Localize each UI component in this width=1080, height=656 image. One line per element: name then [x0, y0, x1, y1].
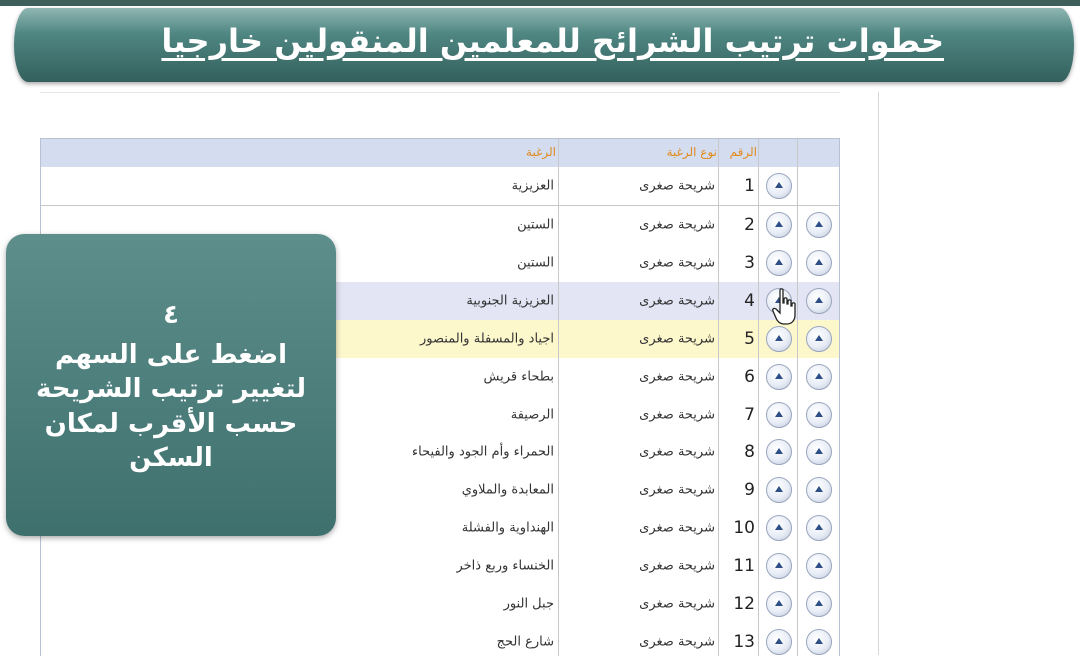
column-header-down	[797, 139, 840, 167]
cell-move-up	[758, 396, 798, 434]
wish-text: المعابدة والملاوي	[461, 482, 554, 498]
column-header-number	[718, 139, 759, 167]
type-text: شريحة صغرى	[639, 407, 715, 423]
move-down-button[interactable]	[806, 629, 832, 655]
move-up-button[interactable]	[766, 326, 792, 352]
cell-number	[718, 282, 759, 320]
callout-step-number: ٤	[163, 300, 179, 330]
cell-move-down	[797, 167, 840, 205]
cell-type	[558, 282, 719, 320]
cell-wish	[41, 547, 558, 585]
arrow-up-icon	[772, 597, 786, 611]
cell-number	[718, 433, 759, 471]
move-down-button[interactable]	[806, 326, 832, 352]
arrow-up-icon	[772, 408, 786, 422]
arrow-up-icon	[772, 218, 786, 232]
table-row	[41, 623, 839, 656]
arrow-down-icon	[812, 521, 826, 535]
move-down-button[interactable]	[806, 212, 832, 238]
cell-move-down	[797, 471, 840, 509]
move-down-button[interactable]	[806, 553, 832, 579]
move-up-button[interactable]	[766, 212, 792, 238]
move-up-button[interactable]	[766, 477, 792, 503]
row-number: 7	[744, 405, 755, 425]
arrow-down-icon	[812, 597, 826, 611]
column-header-wish	[41, 139, 558, 167]
cell-number	[718, 206, 759, 244]
wish-text: اجياد والمسفلة والمنصور	[420, 331, 554, 347]
cell-move-down	[797, 282, 840, 320]
cell-move-up	[758, 206, 798, 244]
type-text: شريحة صغرى	[639, 482, 715, 498]
title-banner	[14, 8, 1074, 82]
type-text: شريحة صغرى	[639, 596, 715, 612]
arrow-up-icon	[772, 445, 786, 459]
move-down-button[interactable]	[806, 515, 832, 541]
move-up-button[interactable]	[766, 629, 792, 655]
top-edge	[0, 0, 1080, 6]
cell-type	[558, 167, 719, 205]
header-number-label: الرقم	[729, 145, 757, 159]
arrow-down-icon	[812, 370, 826, 384]
type-text: شريحة صغرى	[639, 520, 715, 536]
type-text: شريحة صغرى	[639, 217, 715, 233]
cell-wish	[41, 585, 558, 623]
wish-text: بطحاء قريش	[483, 369, 554, 385]
row-number: 8	[744, 442, 755, 462]
row-number: 9	[744, 480, 755, 500]
type-text: شريحة صغرى	[639, 178, 715, 194]
wish-text: شارع الحج	[496, 634, 554, 650]
cell-move-up	[758, 244, 798, 282]
move-up-button[interactable]	[766, 439, 792, 465]
wish-text: الهنداوية والفشلة	[461, 520, 554, 536]
cell-number	[718, 244, 759, 282]
table-row	[41, 167, 839, 206]
arrow-down-icon	[812, 218, 826, 232]
arrow-up-icon	[772, 483, 786, 497]
arrow-down-icon	[812, 256, 826, 270]
arrow-up-icon	[772, 635, 786, 649]
type-text: شريحة صغرى	[639, 293, 715, 309]
cell-move-up	[758, 167, 798, 205]
row-number: 4	[744, 291, 755, 311]
arrow-down-icon	[812, 408, 826, 422]
move-up-button[interactable]	[766, 515, 792, 541]
cell-type	[558, 244, 719, 282]
cell-move-down	[797, 244, 840, 282]
arrow-up-icon	[772, 256, 786, 270]
arrow-up-icon	[772, 179, 786, 193]
row-number: 3	[744, 253, 755, 273]
divider	[878, 92, 879, 655]
wish-text: الستين	[517, 255, 554, 271]
cell-type	[558, 320, 719, 358]
cell-type	[558, 396, 719, 434]
wish-text: العزيزية الجنوبية	[466, 293, 554, 309]
move-down-button[interactable]	[806, 439, 832, 465]
type-text: شريحة صغرى	[639, 444, 715, 460]
table-header	[41, 139, 839, 168]
cell-move-up	[758, 471, 798, 509]
cell-type	[558, 623, 719, 656]
move-down-button[interactable]	[806, 477, 832, 503]
arrow-up-icon	[772, 332, 786, 346]
type-text: شريحة صغرى	[639, 634, 715, 650]
move-down-button[interactable]	[806, 591, 832, 617]
move-up-button[interactable]	[766, 591, 792, 617]
move-down-button[interactable]	[806, 364, 832, 390]
arrow-down-icon	[812, 445, 826, 459]
instruction-callout	[6, 234, 336, 536]
cell-type	[558, 509, 719, 547]
arrow-down-icon	[812, 483, 826, 497]
column-header-type	[558, 139, 719, 167]
cell-move-down	[797, 623, 840, 656]
cell-wish	[41, 167, 558, 205]
wish-text: العزيزية	[511, 178, 554, 194]
cell-number	[718, 396, 759, 434]
cell-type	[558, 585, 719, 623]
cell-type	[558, 206, 719, 244]
move-down-button[interactable]	[806, 402, 832, 428]
cell-move-up	[758, 547, 798, 585]
type-text: شريحة صغرى	[639, 331, 715, 347]
move-up-button[interactable]	[766, 402, 792, 428]
wish-text: الستين	[517, 217, 554, 233]
cell-move-down	[797, 433, 840, 471]
cell-move-down	[797, 358, 840, 396]
cell-number	[718, 167, 759, 205]
cell-number	[718, 358, 759, 396]
cell-number	[718, 585, 759, 623]
wish-text: الخنساء وربع ذاخر	[456, 558, 554, 574]
move-down-button[interactable]	[806, 250, 832, 276]
divider	[40, 92, 840, 93]
column-header-up	[758, 139, 798, 167]
row-number: 13	[733, 632, 755, 652]
table-row	[41, 585, 839, 624]
arrow-up-icon	[772, 370, 786, 384]
cell-type	[558, 471, 719, 509]
arrow-up-icon	[772, 521, 786, 535]
arrow-down-icon	[812, 635, 826, 649]
cell-type	[558, 433, 719, 471]
cell-move-down	[797, 396, 840, 434]
cell-number	[718, 320, 759, 358]
cell-move-down	[797, 320, 840, 358]
move-up-button[interactable]	[766, 250, 792, 276]
cell-move-down	[797, 206, 840, 244]
cell-move-up	[758, 509, 798, 547]
move-up-button[interactable]	[766, 364, 792, 390]
hand-cursor-icon	[772, 288, 796, 328]
row-number: 6	[744, 367, 755, 387]
cell-number	[718, 623, 759, 656]
wish-text: الحمراء وأم الجود والفيحاء	[412, 444, 554, 460]
cell-move-down	[797, 585, 840, 623]
cell-type	[558, 547, 719, 585]
wish-text: الرصيفة	[510, 407, 554, 423]
header-wish-label: الرغبة	[526, 145, 556, 159]
type-text: شريحة صغرى	[639, 369, 715, 385]
row-number: 11	[733, 556, 755, 576]
row-number: 10	[733, 518, 755, 538]
arrow-down-icon	[812, 294, 826, 308]
table-row	[41, 547, 839, 586]
cell-move-up	[758, 585, 798, 623]
wish-text: جبل النور	[503, 596, 554, 612]
cell-move-up	[758, 433, 798, 471]
row-number: 12	[733, 594, 755, 614]
cell-number	[718, 471, 759, 509]
row-number: 2	[744, 215, 755, 235]
callout-instruction: اضغط على السهم لتغيير ترتيب الشريحة حسب الأقرب لمكان السكن	[36, 340, 306, 473]
cell-move-up	[758, 358, 798, 396]
row-number: 1	[744, 176, 755, 196]
arrow-down-icon	[812, 559, 826, 573]
type-text: شريحة صغرى	[639, 558, 715, 574]
move-up-button[interactable]	[766, 553, 792, 579]
cell-type	[558, 358, 719, 396]
row-number: 5	[744, 329, 755, 349]
header-type-label: نوع الرغبة	[666, 145, 717, 159]
cell-wish	[41, 623, 558, 656]
cell-move-down	[797, 509, 840, 547]
page-title: خطوات ترتيب الشرائح للمعلمين المنقولين خارجيا	[161, 22, 944, 60]
cell-move-up	[758, 623, 798, 656]
cell-move-down	[797, 547, 840, 585]
cell-number	[718, 509, 759, 547]
cell-number	[718, 547, 759, 585]
type-text: شريحة صغرى	[639, 255, 715, 271]
move-down-button[interactable]	[806, 288, 832, 314]
arrow-up-icon	[772, 559, 786, 573]
move-up-button[interactable]	[766, 173, 792, 199]
arrow-down-icon	[812, 332, 826, 346]
